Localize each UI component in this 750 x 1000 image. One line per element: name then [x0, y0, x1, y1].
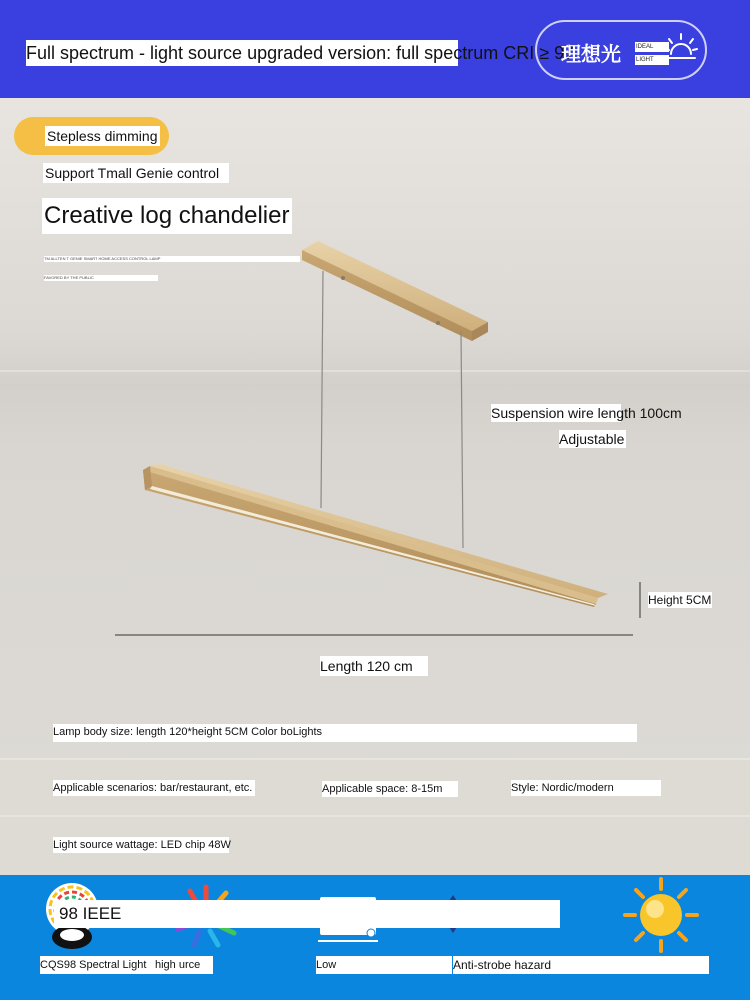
- brand-logo-text: 理想光: [561, 42, 621, 66]
- spec-scenarios: Applicable scenarios: bar/restaurant, etc.: [53, 780, 255, 796]
- wire-length-label: Suspension wire length 100cm: [491, 405, 682, 421]
- brand-logo-tag-light: LIGHT: [635, 55, 669, 65]
- spec-divider-1: [0, 758, 750, 760]
- feature-caption-low: Low: [316, 956, 452, 974]
- feature-caption-high: [155, 956, 213, 974]
- tiny-caption-1: TM ALLTEN T GENIE SMART HOME ACCESS CONTROL LAMP: [44, 256, 300, 262]
- spec-wattage: Light source wattage: LED chip 48W: [53, 839, 231, 851]
- spec-divider-2: [0, 815, 750, 817]
- spec-style: Style: Nordic/modern: [511, 780, 661, 796]
- sun-icon: [625, 879, 697, 951]
- brand-logo-tag-ideal: IDEAL: [635, 42, 669, 52]
- height-label: Height 5CM: [648, 593, 712, 607]
- feature-caption-cqs: CQS98 Spectral Light: [40, 956, 156, 974]
- tiny-caption-2: FAVORED BY THE PUBLIC: [44, 275, 158, 281]
- subtitle: Support Tmall Genie control: [43, 163, 229, 183]
- length-label: Length 120 cm: [320, 656, 428, 676]
- header-headline: Full spectrum - light source upgraded version: full spectrum CRI ≥ 97: [26, 40, 458, 66]
- ceiling-canopy: [302, 241, 488, 341]
- feature-badge-text: Stepless dimming: [47, 128, 158, 144]
- feature-caption-high-b: urce: [178, 959, 201, 971]
- spec-space: Applicable space: 8-15m: [322, 781, 458, 797]
- product-title: Creative log chandelier: [42, 198, 292, 234]
- lamp-body: [143, 464, 608, 607]
- suspension-wire-left: [321, 271, 323, 508]
- feature-banner: 98 IEEE: [54, 900, 560, 928]
- feature-bar: [0, 875, 750, 1000]
- feature-caption-high-a: high: [155, 959, 176, 971]
- feature-icons: [0, 875, 750, 1000]
- suspension-wire-right: [461, 331, 463, 548]
- spec-body-size: Lamp body size: length 120*height 5CM Color boLights: [53, 724, 637, 742]
- adjustable-label: Adjustable: [559, 431, 625, 447]
- feature-caption-strobe: Anti-strobe hazard: [453, 956, 709, 974]
